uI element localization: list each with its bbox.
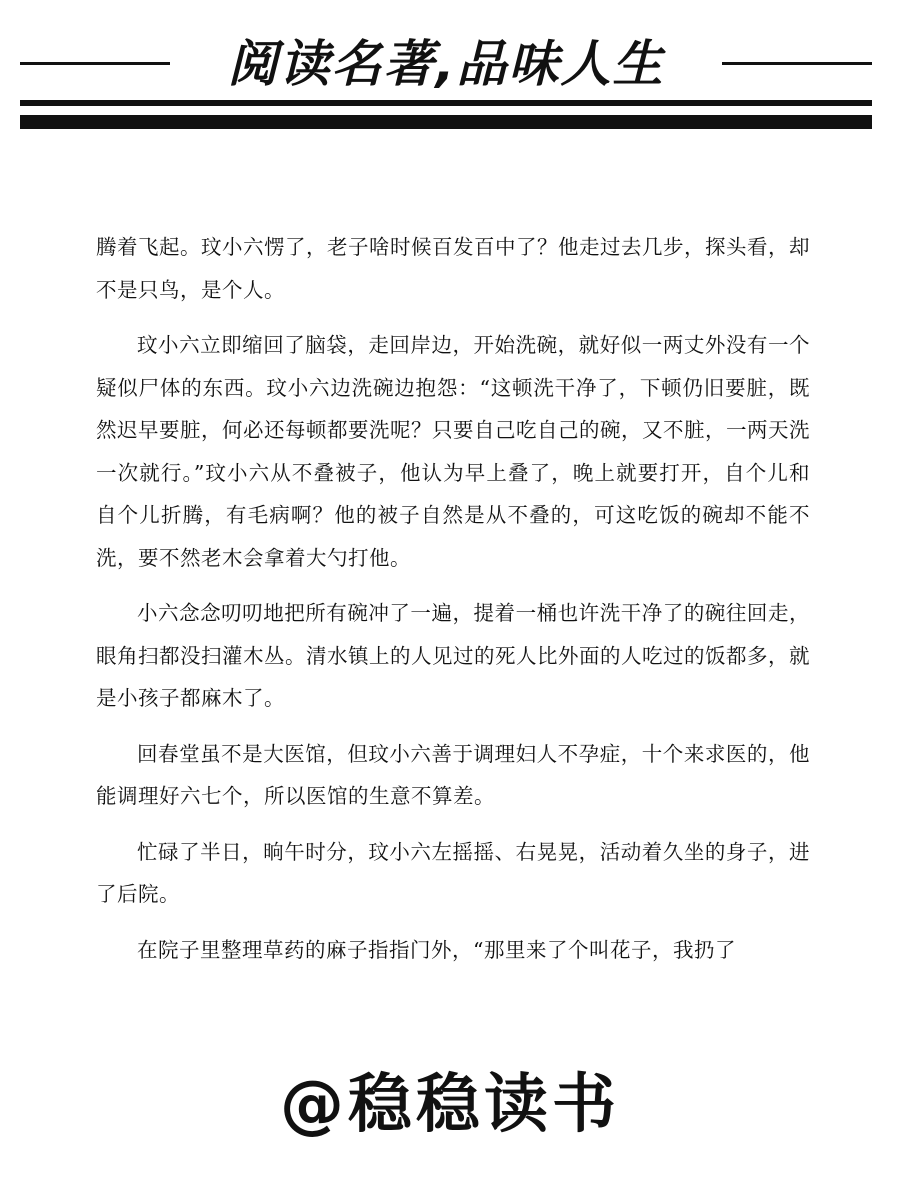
book-text (96, 226, 810, 984)
header-right-line (722, 62, 872, 65)
paragraph-3: 小六念念叨叨地把所有碗冲了一遍，提着一桶也许洗干净了的碗往回走，眼角扫都没扫灌木丛。清水镇上的人见过的死人比外面的人吃过的饭都多，就是小孩子都麻木了。 (96, 601, 810, 710)
paragraph-5: 忙碌了半日，晌午时分，玟小六左摇摇、右晃晃，活动着久坐的身子，进了后院。 (96, 839, 810, 906)
header-thick-rule (20, 115, 872, 129)
page-header (20, 28, 872, 133)
header-thin-rule (20, 100, 872, 106)
header-left-line (20, 62, 170, 65)
paragraph-2: 玟小六立即缩回了脑袋，走回岸边，开始洗碗，就好似一两丈外没有一个疑似尸体的东西。玟小六边洗碗边抱怨：“这顿洗干净了，下顿仍旧要脏，既然迟早要脏，何必还每顿都要洗呢？只要自己吃自己的碗，又不脏，一两天洗一次就行。”玟小六从不叠被子，他认为早上叠了，晚上就要打开，自个儿和自个儿折腾，有毛病啊？他的被子自然是从不叠的，可这吃饭的碗却不能不洗，要不然老木会拿着大勺打他。 (96, 333, 810, 570)
paragraph-4: 回春堂虽不是大医馆，但玟小六善于调理妇人不孕症，十个来求医的，他能调理好六七个，所以医馆的生意不算差。 (96, 741, 810, 808)
paragraph-6: 在院子里整理草药的麻子指指门外，“那里来了个叫花子，我扔了 (137, 937, 736, 962)
paragraph-1: 腾着飞起。玟小六愣了，老子啥时候百发百中了？他走过去几步，探头看，却不是只鸟，是个人。 (96, 235, 810, 302)
watermark-signature: @稳稳读书 (280, 1068, 620, 1142)
header-title: 阅读名著,品味人生 (227, 35, 665, 93)
